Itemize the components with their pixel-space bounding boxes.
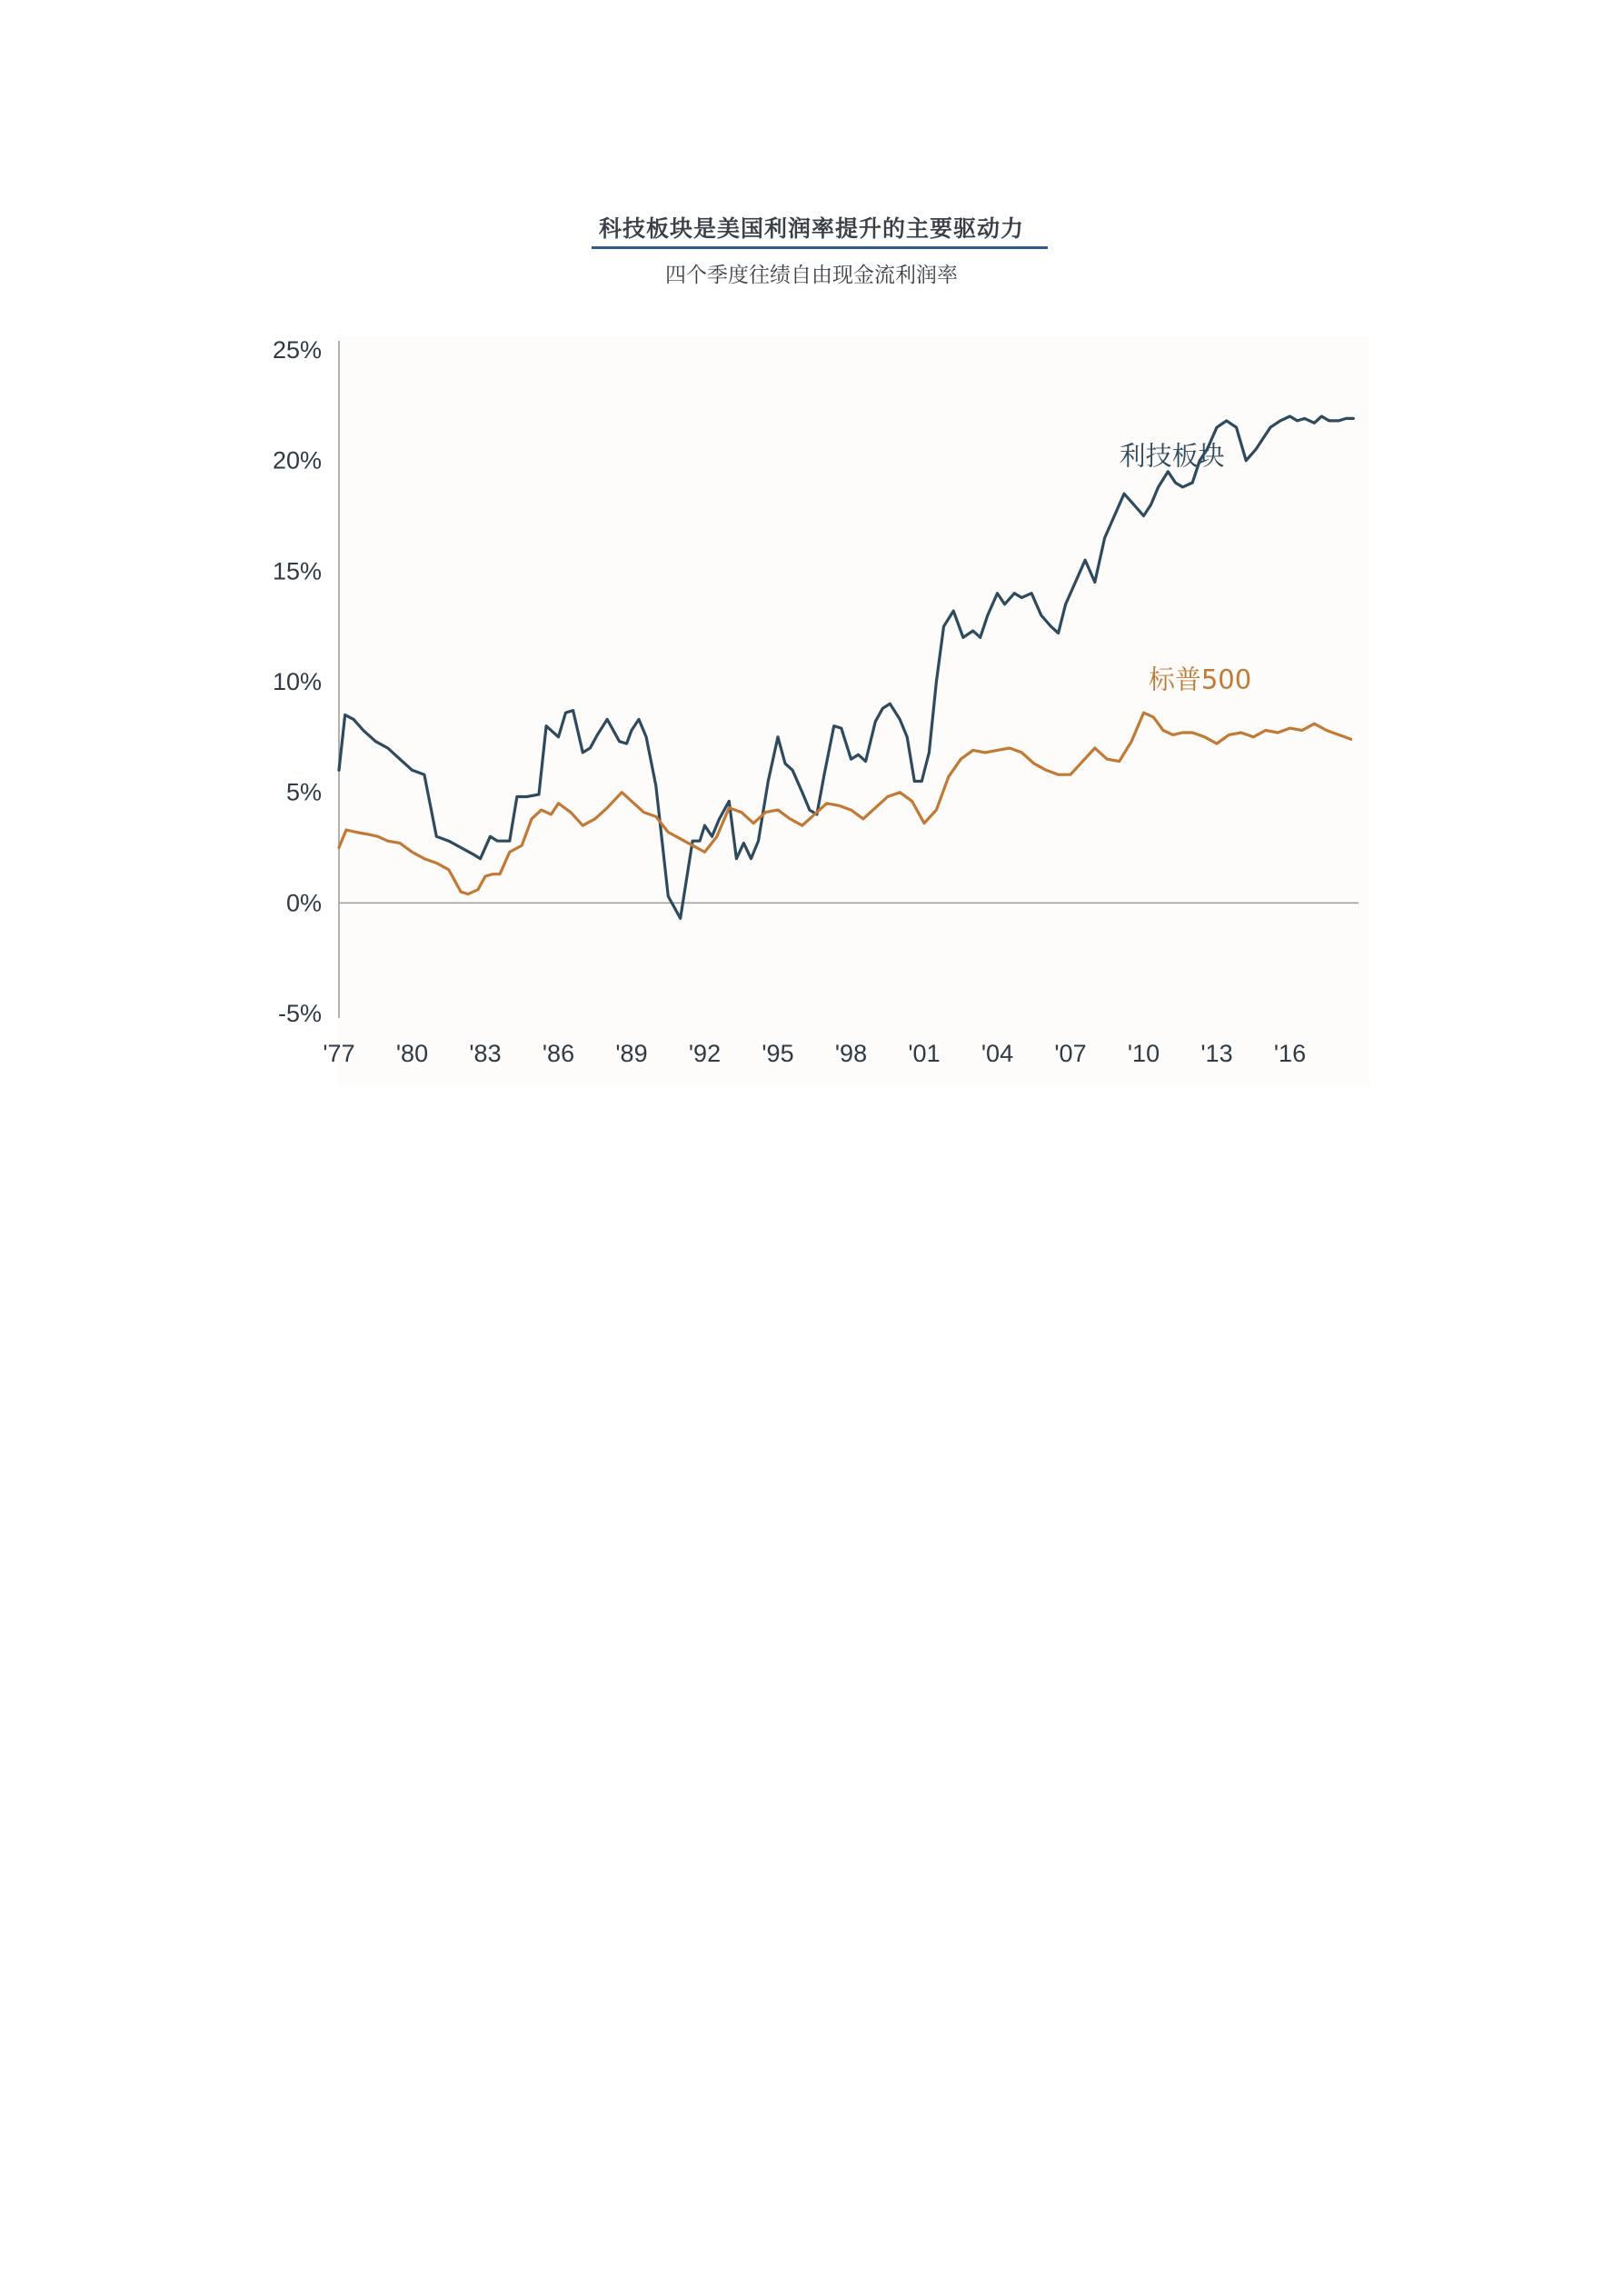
x-tick-label: '13 (1200, 1040, 1233, 1067)
x-tick-label: '95 (762, 1040, 794, 1067)
x-tick-label: '98 (834, 1040, 868, 1067)
x-tick-label: '16 (1273, 1040, 1307, 1067)
x-tick-label: '10 (1127, 1040, 1160, 1067)
x-tick-label: '83 (469, 1040, 502, 1067)
x-tick-label: '89 (615, 1040, 648, 1067)
x-tick-label: '04 (981, 1040, 1014, 1067)
x-tick-label: '80 (395, 1040, 429, 1067)
chart-title: 科技板块是美国利润率提升的主要驱动力 (598, 215, 1024, 242)
x-tick-label: '01 (908, 1040, 941, 1067)
series-label-2: 标普500 (1148, 664, 1252, 695)
chart-subtitle: 四个季度往绩自由现金流利润率 (665, 264, 958, 287)
x-tick-label: '92 (688, 1040, 722, 1067)
y-tick-label: 5% (285, 778, 322, 806)
x-tick-label: '86 (542, 1040, 575, 1067)
x-tick-label: '07 (1054, 1040, 1087, 1067)
y-tick-label: 15% (272, 557, 322, 585)
y-tick-label: 10% (272, 668, 322, 695)
x-tick-label: '77 (323, 1040, 355, 1067)
y-tick-label: 20% (272, 446, 322, 474)
y-tick-label: 0% (285, 889, 322, 917)
y-tick-label: 25% (272, 336, 322, 364)
y-tick-label: -5% (277, 1000, 322, 1027)
series-label-1: 利技板块 (1119, 440, 1225, 472)
